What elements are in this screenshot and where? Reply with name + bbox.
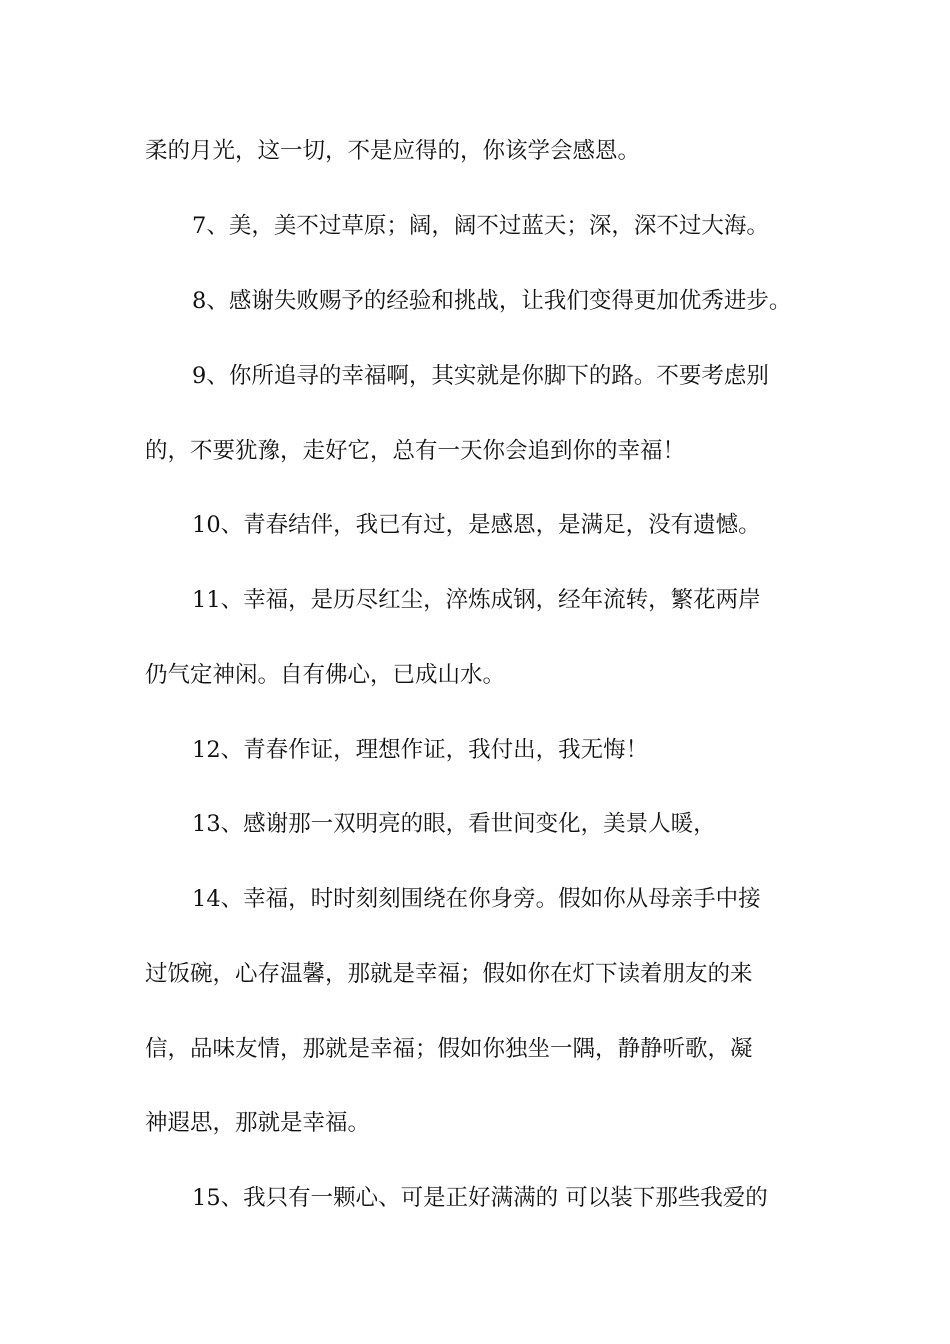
text-line: 11、幸福，是历尽红尘，淬炼成钢，经年流转，繁花两岸 (192, 587, 761, 613)
text-line: 10、青春结伴，我已有过，是感恩，是满足，没有遗憾。 (192, 512, 761, 538)
text-line: 的，不要犹豫，走好它，总有一天你会追到你的幸福！ (145, 438, 686, 464)
text-line: 9、你所追寻的幸福啊，其实就是你脚下的路。不要考虑别 (192, 363, 769, 389)
text-line: 13、感谢那一双明亮的眼，看世间变化，美景人暖， (192, 811, 716, 837)
text-line: 神遐思，那就是幸福。 (145, 1110, 371, 1136)
text-line: 7、美，美不过草原；阔，阔不过蓝天；深，深不过大海。 (192, 213, 769, 239)
text-line: 8、感谢失败赐予的经验和挑战，让我们变得更加优秀进步。 (192, 288, 792, 314)
text-line: 14、幸福，时时刻刻围绕在你身旁。假如你从母亲手中接 (192, 886, 761, 912)
text-line: 12、青春作证，理想作证，我付出，我无悔！ (192, 737, 649, 763)
text-line: 过饭碗，心存温馨，那就是幸福；假如你在灯下读着朋友的来 (145, 961, 753, 987)
text-line: 信，品味友情，那就是幸福；假如你独坐一隅，静静听歌，凝 (145, 1036, 753, 1062)
text-line: 仍气定神闲。自有佛心，已成山水。 (145, 662, 506, 688)
text-line: 15、我只有一颗心、可是正好满满的 可以装下那些我爱的 (192, 1185, 768, 1211)
text-line: 柔的月光，这一切，不是应得的，你该学会感恩。 (145, 138, 641, 164)
